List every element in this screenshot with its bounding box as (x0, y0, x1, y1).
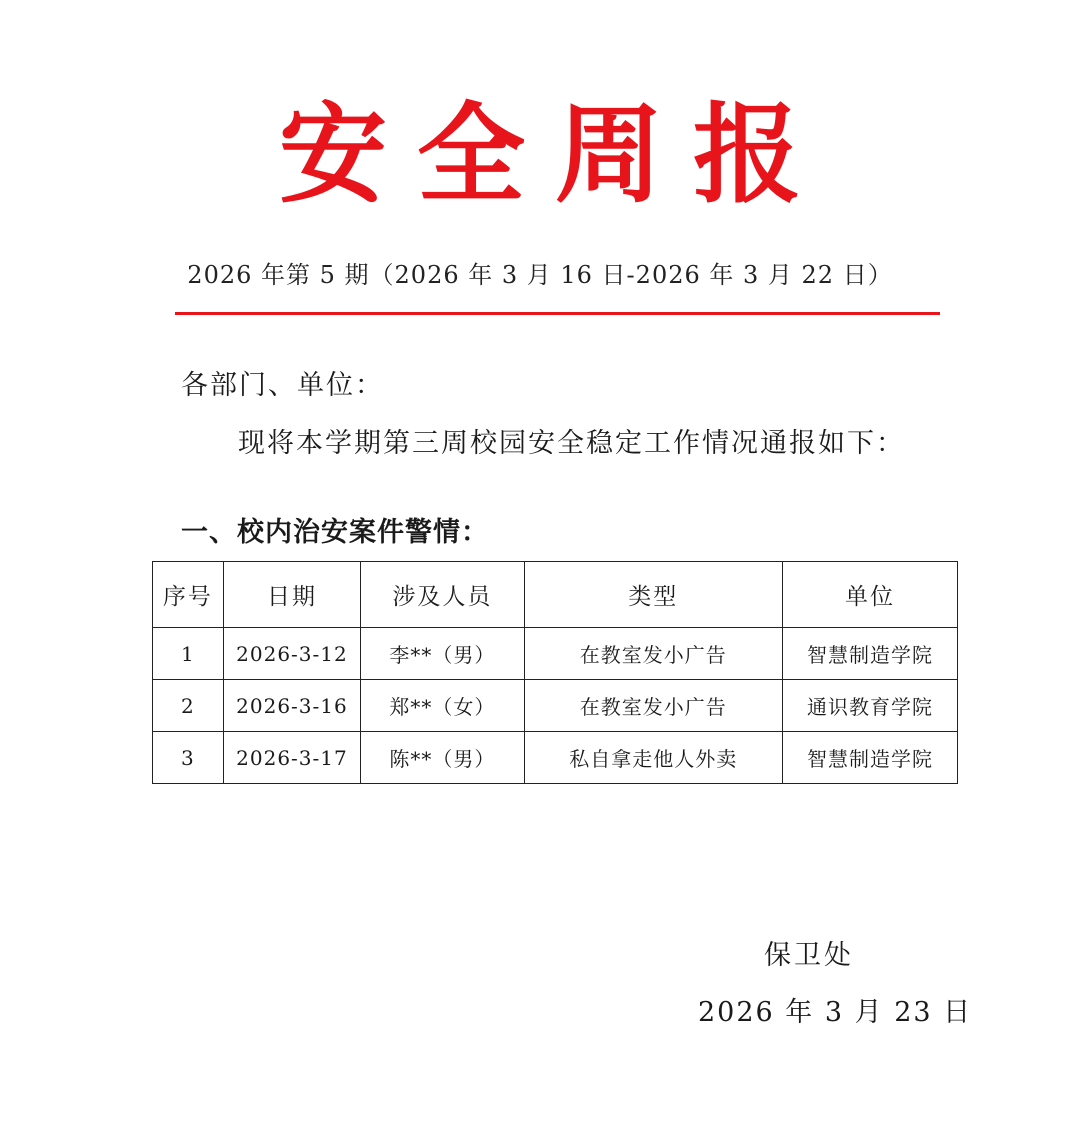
cell-index: 2 (153, 680, 224, 732)
table-row (153, 732, 958, 784)
cell-unit: 智慧制造学院 (782, 732, 957, 784)
issue-period-line: 2026 年第 5 期（2026 年 3 月 16 日-2026 年 3 月 22 日） (187, 261, 893, 289)
cell-date: 2026-3-12 (223, 628, 361, 680)
cell-person: 陈**（男） (361, 732, 524, 784)
cell-unit: 通识教育学院 (782, 680, 957, 732)
sign-date: 2026 年 3 月 23 日 (698, 997, 973, 1028)
header-index: 序号 (153, 562, 224, 628)
document-title: 安全周报 (278, 92, 831, 218)
cell-date: 2026-3-17 (223, 732, 361, 784)
table-header-row (153, 562, 958, 628)
table-row (153, 680, 958, 732)
cell-index: 1 (153, 628, 224, 680)
header-unit: 单位 (782, 562, 957, 628)
header-person: 涉及人员 (361, 562, 524, 628)
table-row (153, 628, 958, 680)
cell-type: 在教室发小广告 (524, 680, 782, 732)
red-divider-rule (175, 312, 940, 315)
header-type: 类型 (524, 562, 782, 628)
cell-type: 在教室发小广告 (524, 628, 782, 680)
intro-paragraph: 现将本学期第三周校园安全稳定工作情况通报如下： (238, 428, 905, 459)
cell-person: 郑**（女） (361, 680, 524, 732)
cell-index: 3 (153, 732, 224, 784)
cases-table (152, 561, 958, 784)
cell-person: 李**（男） (361, 628, 524, 680)
cell-unit: 智慧制造学院 (782, 628, 957, 680)
section-heading: 一、校内治安案件警情： (181, 517, 489, 548)
cell-date: 2026-3-16 (223, 680, 361, 732)
signer-department: 保卫处 (764, 940, 854, 971)
cell-type: 私自拿走他人外卖 (524, 732, 782, 784)
salutation: 各部门、单位： (181, 370, 384, 401)
header-date: 日期 (223, 562, 361, 628)
